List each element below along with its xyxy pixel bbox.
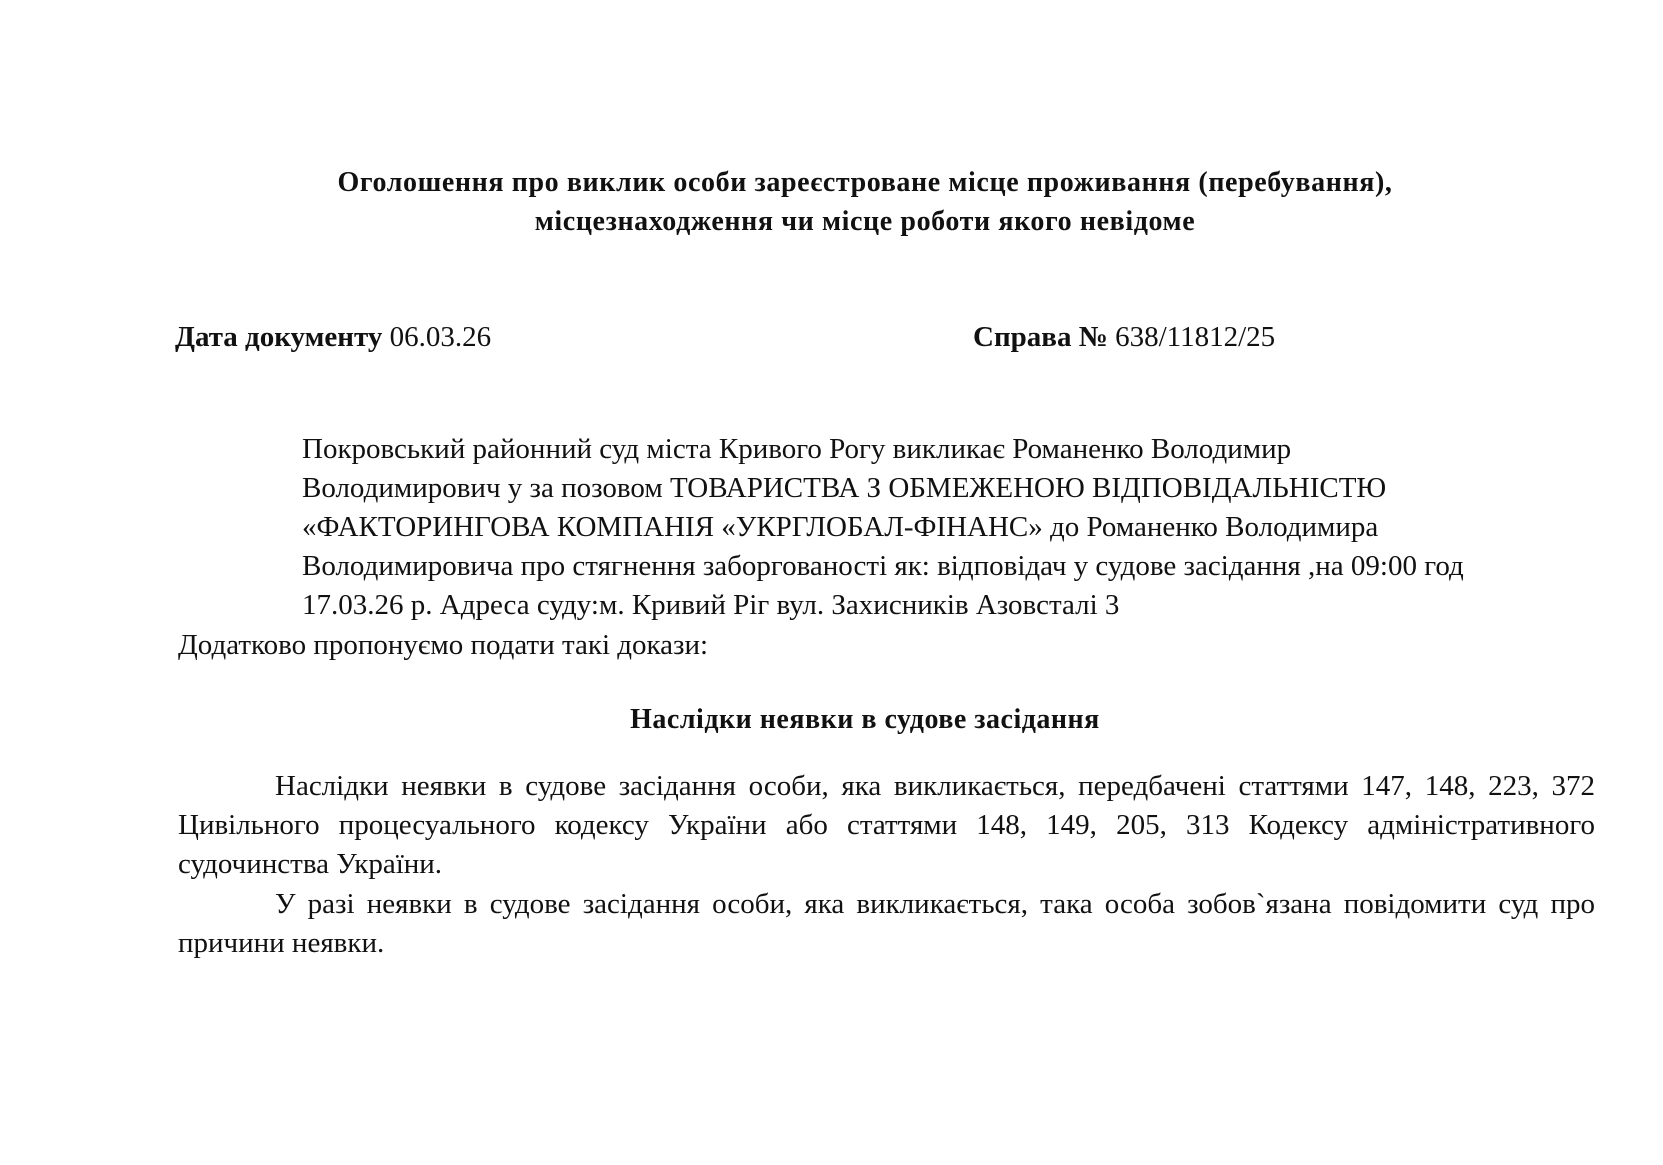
consequences-heading: Наслідки неявки в судове засідання (630, 704, 1100, 735)
consequences-paragraph-2: У разі неявки в судове засідання особи, яка викликається, така особа зобов`язана повідомити суд про причини неявки. (178, 888, 1595, 959)
announcement-title-line-1: Оголошення про виклик особи зареєстроване місце проживання (перебування), (337, 167, 1393, 198)
document-date-label: Дата документу (175, 321, 383, 353)
document-date (175, 318, 491, 356)
document-date-value: 06.03.26 (389, 321, 492, 353)
case-number-value: 638/11812/25 (1115, 321, 1276, 353)
summons-line-3: «ФАКТОРИНГОВА КОМПАНІЯ «УКРГЛОБАЛ-ФІНАНС» до Романенко Володимира (302, 511, 1379, 543)
summons-line-4: Володимировича про стягнення заборгованості як: відповідач у судове засідання ,на 09:00 год (302, 550, 1464, 582)
evidence-request: Додатково пропонуємо подати такі докази: (178, 629, 709, 661)
case-number-label: Справа № (973, 321, 1108, 353)
summons-line-5: 17.03.26 р. Адреса суду:м. Кривий Ріг вул. Захисників Азовсталі 3 (302, 589, 1120, 621)
consequences-paragraph-1: Наслідки неявки в судове засідання особи, яка викликається, передбачені статтями 147, 148, 223, 372 Цивільного процесуального кодексу України або статтями 148, 149, 205, 313 Кодексу адміністративного судочинства України. (178, 770, 1595, 880)
summons-line-1: Покровський районний суд міста Кривого Рогу викликає Романенко Володимир (302, 433, 1292, 465)
case-number (973, 318, 1275, 356)
announcement-title-line-2: місцезнаходження чи місце роботи якого невідоме (534, 206, 1196, 237)
summons-paragraph (178, 430, 1595, 625)
summons-line-2: Володимирович у за позовом ТОВАРИСТВА З ОБМЕЖЕНОЮ ВІДПОВІДАЛЬНІСТЮ (302, 472, 1387, 504)
